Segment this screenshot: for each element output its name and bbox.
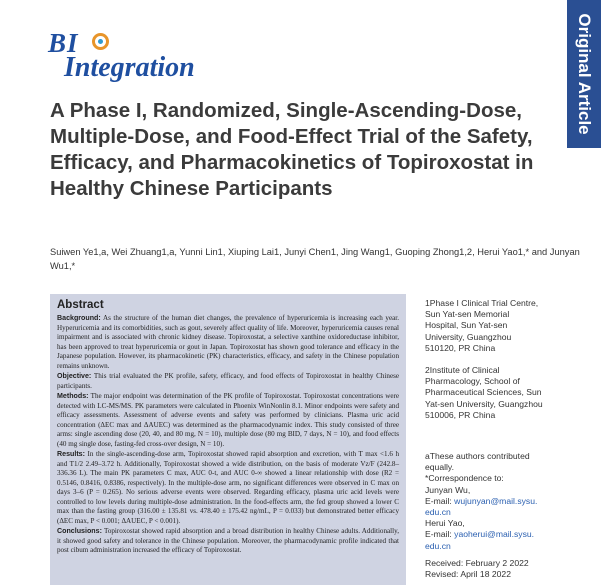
article-type-tab	[567, 0, 601, 148]
abstract-heading: Abstract	[57, 299, 104, 311]
abstract-methods	[57, 392, 399, 449]
section-text: The major endpoint was determination of the PK profile of Topiroxostat. Topiroxostat concentrations were detected with LC-MS/MS. PK parameters were calculated in Phoenix WinNonlin 8.1. Minor endpoints were safety and efficacy assessments. Assessment of adverse events and safety was performed by clinicians. Plasma uric acid concentration (ΔEC max and ΔAUEC) was determined as the pharmacodynamic index. This study consisted of three arms: single ascending dose (20, 40, and 80 mg, N = 10), multiple dose (80 mg BID, 7 days, N = 10), and food effects (40 mg single dose, fasting-fed cross-over design, N = 10).	[57, 392, 399, 448]
author-notes	[425, 451, 595, 552]
affiliation-2	[425, 365, 595, 421]
abstract-conclusions	[57, 527, 399, 556]
affiliation-line: 1Phase I Clinical Trial Centre,	[425, 298, 539, 308]
section-label: Methods:	[57, 392, 89, 400]
section-label: Objective:	[57, 372, 92, 380]
affiliation-line: 2Institute of Clinical	[425, 365, 500, 375]
email-link-1-cont[interactable]: edu.cn	[425, 507, 451, 518]
article-title: A Phase I, Randomized, Single-Ascending-Dose, Multiple-Dose, and Food-Effect Trial of the Safety, Efficacy, and Pharmacokinetics of Topiroxostat in Healthy Chinese Participants	[50, 99, 534, 200]
affiliation-1	[425, 298, 595, 354]
affiliation-line: Pharmaceutical Sciences, Sun	[425, 387, 542, 398]
email-link-2-cont[interactable]: edu.cn	[425, 540, 451, 551]
journal-logo	[40, 24, 240, 84]
email-prefix: E-mail:	[425, 495, 455, 506]
corresponding-author-2: Herui Yao,	[425, 518, 465, 529]
affiliation-line: 510006, PR China	[425, 409, 496, 420]
equal-note-line: equally.	[425, 462, 454, 473]
abstract-box	[50, 294, 406, 585]
section-label: Results:	[57, 450, 85, 458]
section-label: Background:	[57, 314, 101, 322]
correspondence-label: *Correspondence to:	[425, 473, 504, 484]
email-line-1	[425, 496, 595, 507]
revised-date: Revised: April 18 2022	[425, 569, 511, 580]
received-date: Received: February 2 2022	[425, 558, 529, 568]
abstract-background	[57, 314, 399, 371]
email-line-2	[425, 529, 595, 540]
email-prefix: E-mail:	[425, 529, 455, 540]
logo-circle-icon	[92, 33, 109, 50]
abstract-results	[57, 450, 399, 526]
affiliation-line: 510120, PR China	[425, 342, 496, 353]
article-dates	[425, 558, 595, 580]
article-type-label: Original Article	[575, 13, 594, 135]
affiliation-line: Yat-sen University, Guangzhou	[425, 398, 543, 409]
equal-note-line: aThese authors contributed	[425, 451, 530, 461]
author-list: Suiwen Ye1,a, Wei Zhuang1,a, Yunni Lin1, Xiuping Lai1, Junyi Chen1, Jing Wang1, Guoping Zhong1,2, Herui Yao1,* and Junyan Wu1,*	[50, 247, 580, 271]
abstract-objective	[57, 372, 399, 391]
section-text: In the single-ascending-dose arm, Topiroxostat showed rapid absorption and excretion, with T max <1.6 h and T1/2 2.49–3.72 h. Additionally, Topiroxostat showed a wide distribution, on the basis of moderate Vz/F (242.8–336.36 L). The main PK parameters C max, AUC 0-t, and AUC 0-∞ showed a linear relationship with dose (R2 = 0.5146, 0.8416, 0.8386, respectively). In the multiple-dose arm, no significant differences were observed in C max on days 3–6 (P = 0.265). No serious adverse events were observed. Regarding efficacy, plasma uric acid levels were controlled to low levels during multiple-dose administration. In the food-effects arm, the fed group showed a lower C max than the fasting group (316.00 ± 135.81 vs. 478.40 ± 175.42 ng/mL, P = 0.033) but demonstrated better efficacy (ΔEC max, P < 0.001; ΔAUEC, P < 0.001).	[57, 450, 399, 525]
section-text: As the structure of the human diet changes, the prevalence of hyperuricemia is increasing each year. Hyperuricemia and its comorbidities, such as gout, severely affect quality of life. Moreover, hyperuricemia causes renal impairment and is associated with chronic kidney disease. Topiroxostat, a selective xanthine oxidoreductase inhibitor, has been approved to treat hyperuricemia or gout in Japan. Topiroxostat has shown good tolerance and efficacy in the Japanese population. However, its pharmacokinetic (PK) characteristics, efficacy, and safety in the Chinese population remains unknown.	[57, 314, 399, 370]
affiliation-line: University, Guangzhou	[425, 331, 512, 342]
email-link-1[interactable]: wujunyan@mail.sysu.	[454, 495, 538, 506]
section-label: Conclusions:	[57, 527, 102, 535]
section-text: Topiroxostat showed rapid absorption and a broad distribution in healthy Chinese adults. Additionally, it showed good safety and tolerance in the Chinese population. Moreover, the pharmacodynamic profile indicated that post cibum administration increased the efficacy of Topiroxostat.	[57, 527, 399, 554]
logo-prefix: BI	[48, 28, 79, 58]
corresponding-author-1: Junyan Wu,	[425, 484, 471, 495]
affiliation-line: Hospital, Sun Yat-sen	[425, 320, 508, 331]
logo-suffix: Integration	[64, 52, 195, 83]
affiliation-line: Sun Yat-sen Memorial	[425, 309, 510, 320]
affiliation-line: Pharmacology, School of	[425, 376, 520, 387]
section-text: This trial evaluated the PK profile, safety, efficacy, and food effects of Topiroxostat in healthy Chinese participants.	[57, 372, 399, 390]
email-link-2[interactable]: yaoherui@mail.sysu.	[454, 529, 535, 540]
